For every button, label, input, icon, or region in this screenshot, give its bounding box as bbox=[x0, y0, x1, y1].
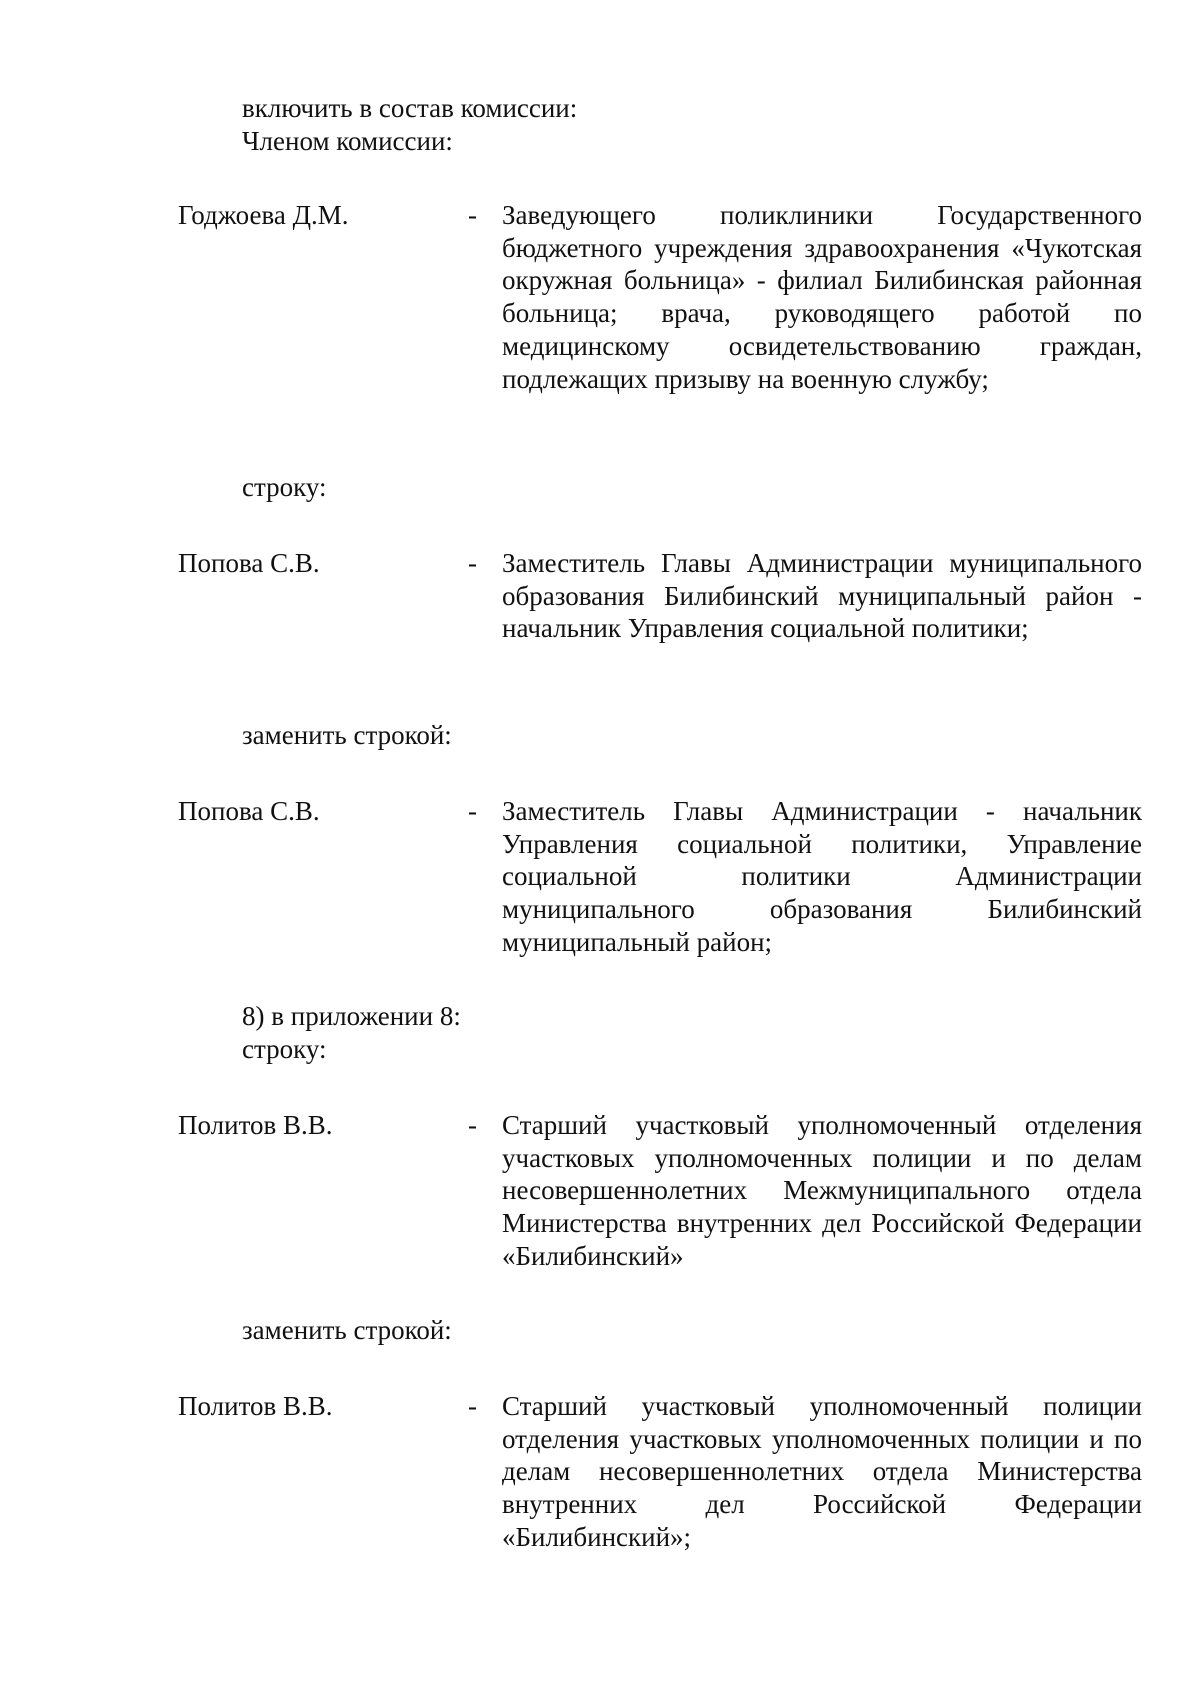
entry-dash: - bbox=[468, 1110, 477, 1140]
intro-line-member: Членом комиссии: bbox=[242, 126, 453, 156]
entry-description: Заместитель Главы Администрации муниципального образования Билибинский муниципальный район - начальник Управления социальной политики; bbox=[502, 548, 1142, 644]
entry-description: Старший участковый уполномоченный отделения участковых уполномоченных полиции и по делам несовершеннолетних Межмуниципального отдела Министерства внутренних дел Российской Федерации «Билибинский» bbox=[502, 1110, 1142, 1271]
heading-row: строку: bbox=[242, 472, 327, 502]
entry-name: Политов В.В. bbox=[178, 1391, 333, 1421]
entry-dash: - bbox=[468, 1391, 477, 1421]
intro-line-include: включить в состав комиссии: bbox=[242, 93, 578, 123]
heading-replace: заменить строкой: bbox=[242, 1315, 452, 1345]
entry-dash: - bbox=[468, 548, 477, 578]
heading-appendix: 8) в приложении 8: bbox=[242, 1001, 461, 1031]
heading-replace: заменить строкой: bbox=[242, 720, 452, 750]
entry-dash: - bbox=[468, 796, 477, 826]
entry-dash: - bbox=[468, 200, 477, 230]
entry-description: Старший участковый уполномоченный полиции отделения участковых уполномоченных полиции и по делам несовершеннолетних отдела Министерства внутренних дел Российской Федерации «Билибинский»; bbox=[502, 1391, 1142, 1552]
entry-name: Попова С.В. bbox=[178, 548, 320, 578]
entry-description: Заведующего поликлиники Государственного бюджетного учреждения здравоохранения «Чукотская окружная больница» - филиал Билибинская районная больница; врача, руководящего работой по медицинскому освидетельствованию граждан, подлежащих призыву на военную службу; bbox=[502, 200, 1142, 394]
heading-row: строку: bbox=[242, 1034, 327, 1064]
entry-name: Политов В.В. bbox=[178, 1110, 333, 1140]
entry-name: Попова С.В. bbox=[178, 796, 320, 826]
entry-name: Годжоева Д.М. bbox=[178, 200, 349, 230]
entry-description: Заместитель Главы Администрации - начальник Управления социальной политики, Управление социальной политики Администрации муниципального образования Билибинский муниципальный район; bbox=[502, 796, 1142, 957]
